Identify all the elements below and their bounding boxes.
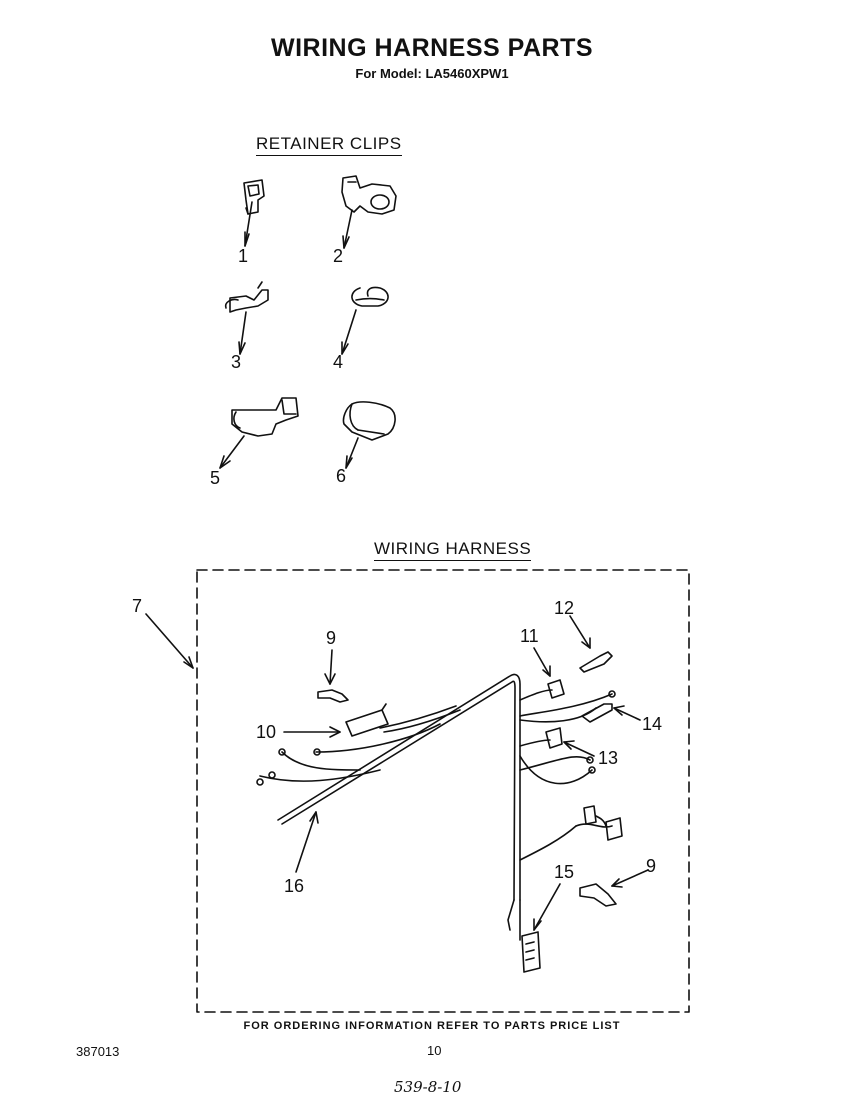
part-label-12: 12 [554, 598, 575, 618]
section-title-wiring-harness: WIRING HARNESS [374, 539, 531, 561]
part-label-2: 2 [333, 246, 344, 266]
retainer-clip-5-drawing [220, 398, 298, 468]
retainer-clip-6-drawing [343, 402, 395, 468]
part-label-15: 15 [554, 862, 575, 882]
terminal-9-upper-drawing [318, 650, 348, 702]
connector-13-drawing [546, 728, 594, 756]
retainer-clip-1-drawing [244, 180, 264, 246]
model-subtitle: For Model: LA5460XPW1 [355, 66, 509, 81]
harness-main-trunk [278, 674, 520, 940]
retainer-clip-4-drawing [342, 287, 388, 354]
connector-10-drawing [284, 704, 388, 737]
part-label-5: 5 [210, 468, 221, 488]
section-title-retainer-clips: RETAINER CLIPS [256, 134, 402, 156]
page-title: WIRING HARNESS PARTS [270, 34, 594, 62]
part-label-1: 1 [238, 246, 249, 266]
part-label-11: 11 [520, 626, 539, 646]
page-number: 10 [427, 1043, 442, 1058]
terminal-14-drawing [582, 704, 640, 722]
connector-lower-right-drawing [584, 806, 622, 840]
part-label-7: 7 [132, 596, 143, 616]
handwritten-note: 539-8-10 [394, 1078, 462, 1096]
ordering-info-note: FOR ORDERING INFORMATION REFER TO PARTS PRICE LIST [243, 1020, 621, 1032]
part-label-10: 10 [256, 722, 277, 742]
retainer-clip-3-drawing [226, 282, 268, 354]
part-label-9-lower: 9 [646, 856, 657, 876]
part-label-13: 13 [598, 748, 619, 768]
document-number: 387013 [76, 1044, 120, 1059]
part-label-3: 3 [231, 352, 242, 372]
part-label-16: 16 [284, 876, 305, 896]
part-label-4: 4 [333, 352, 344, 372]
terminal-12-drawing [570, 616, 612, 672]
terminal-9-lower-drawing [580, 870, 648, 906]
harness-frame [197, 570, 689, 1012]
connector-15-drawing [522, 884, 560, 972]
part-label-14: 14 [642, 714, 663, 734]
part-label-9-upper: 9 [326, 628, 337, 648]
retainer-clip-2-drawing [342, 176, 396, 248]
part-label-6: 6 [336, 466, 347, 486]
